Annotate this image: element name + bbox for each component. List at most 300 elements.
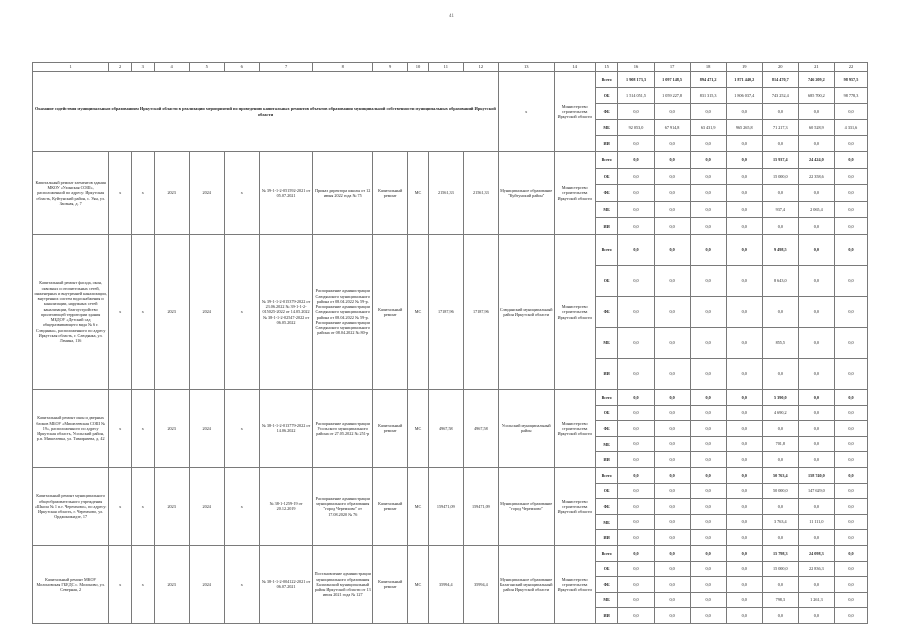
estimated-cost: 21561,33 (428, 152, 463, 235)
approval-order: Распоряжение администрации муниципального образования "город Черемхово" от 17.08.2020 № 76 (313, 467, 373, 545)
object-name: Капитальный ремонт фасада, окон, сквозных и отопительных сетей, инженерных и внутренней канализации, внутренних систем водоснабжения и канализации, наружных сетей канализации, благоустройство прилегающей территории здания МБДОУ «Детский сад общеразвивающего вида № 6 г. Слюдянка», расположенного по адресу Иркутская область, г. Слюдянка, ул. Ленина, 116 (33, 234, 109, 389)
finance-value: 0,0 (618, 136, 654, 152)
finance-value: 0,0 (690, 405, 726, 421)
finance-value: 0,0 (762, 421, 798, 437)
finance-value: 0,0 (726, 218, 762, 235)
finance-value: 0,0 (726, 608, 762, 624)
finance-value: 0,0 (654, 452, 690, 468)
finance-value: 0,0 (690, 104, 726, 120)
finance-value: 0,0 (618, 577, 654, 593)
estimated-cost: 4967,58 (428, 389, 463, 467)
approval-order: Распоряжение администрации Усольского муниципального района от 27.05.2022 № 251-р (313, 389, 373, 467)
object-col6: х (224, 545, 259, 623)
finance-value: 0,0 (690, 296, 726, 327)
finance-value: 0,0 (798, 452, 834, 468)
finance-value: 0,0 (618, 265, 654, 296)
finance-value: 0,0 (726, 436, 762, 452)
fund-source-label: ОБ (595, 265, 618, 296)
finance-value: 0,0 (798, 234, 834, 265)
estimated-cost: 35994,4 (428, 545, 463, 623)
object-col6: х (224, 152, 259, 235)
column-number: 13 (498, 63, 554, 72)
finance-value: 0,0 (690, 499, 726, 515)
fund-source-label: ФБ (595, 499, 618, 515)
table-body (33, 63, 868, 624)
finance-value: 0,0 (654, 608, 690, 624)
object-end-year: 2024 (189, 152, 224, 235)
finance-value: 0,0 (834, 436, 867, 452)
finance-value: 15 937,4 (762, 152, 798, 169)
object-col6: х (224, 467, 259, 545)
finance-value: 0,0 (690, 218, 726, 235)
finance-value: 0,0 (834, 405, 867, 421)
finance-value: 0,0 (726, 234, 762, 265)
ownership-code: МС (408, 234, 429, 389)
finance-value: 0,0 (654, 218, 690, 235)
column-number-row (33, 63, 868, 72)
finance-value: 0,0 (618, 530, 654, 546)
finance-value: 0,0 (654, 201, 690, 218)
municipality: Муниципальное образование Балаганский муниципальный район Иркутской области (498, 545, 554, 623)
finance-value: 0,0 (654, 530, 690, 546)
fund-source-label: МБ (595, 201, 618, 218)
finance-value: 0,0 (798, 218, 834, 235)
finance-value: 0,0 (798, 104, 834, 120)
finance-value: 0,0 (618, 389, 654, 405)
object-col2: х (109, 234, 132, 389)
fund-source-label: ОБ (595, 88, 618, 104)
object-executor: Министерство строительства Иркутской области (554, 234, 595, 389)
finance-value: 0,0 (798, 608, 834, 624)
finance-value: 0,0 (762, 499, 798, 515)
finance-value: 0,0 (690, 152, 726, 169)
finance-value: 0,0 (654, 577, 690, 593)
finance-value: 0,0 (834, 514, 867, 530)
fund-source-label: ФБ (595, 577, 618, 593)
finance-value: 0,0 (690, 592, 726, 608)
finance-value: 92 053,0 (618, 120, 654, 136)
approval-order: Постановление администрации муниципального образования Балаганский муниципальный район Иркутской области от 13 июля 2021 года № 127 (313, 545, 373, 623)
finance-value: 0,0 (690, 201, 726, 218)
finance-value: 855,5 (762, 327, 798, 358)
finance-value: 0,0 (834, 327, 867, 358)
finance-value: 0,0 (834, 218, 867, 235)
finance-value: 0,0 (690, 358, 726, 389)
object-col3: х (131, 152, 154, 235)
finance-value: 0,0 (654, 561, 690, 577)
finance-value: 0,0 (654, 405, 690, 421)
finance-value: 0,0 (654, 185, 690, 202)
finance-value: 1 097 148,5 (654, 72, 690, 88)
finance-value: 22 836,3 (798, 561, 834, 577)
finance-value: 0,0 (762, 530, 798, 546)
finance-value: 1 908 173,3 (618, 72, 654, 88)
finance-value: 0,0 (654, 389, 690, 405)
finance-value: 1 261,3 (798, 592, 834, 608)
finance-value: 0,0 (690, 467, 726, 483)
object-col3: х (131, 467, 154, 545)
finance-value: 0,0 (618, 421, 654, 437)
finance-value: 98 778,3 (834, 88, 867, 104)
finance-value: 1 514 051,5 (618, 88, 654, 104)
finance-value: 0,0 (726, 452, 762, 468)
finance-value: 0,0 (726, 358, 762, 389)
finance-value: 0,0 (798, 327, 834, 358)
finance-value: 937,4 (762, 201, 798, 218)
finance-value: 0,0 (690, 168, 726, 185)
expertise-document: № 38-1-1-2-004122-2021 от 06.07.2021 (259, 545, 313, 623)
finance-value: 0,0 (798, 530, 834, 546)
finance-value: 0,0 (618, 152, 654, 169)
finance-value: 0,0 (726, 545, 762, 561)
object-col2: х (109, 467, 132, 545)
finance-value: 0,0 (654, 467, 690, 483)
finance-value: 0,0 (618, 168, 654, 185)
work-type: Капитальный ремонт (373, 389, 408, 467)
finance-value: 15 798,3 (762, 545, 798, 561)
finance-value: 0,0 (834, 201, 867, 218)
finance-value: 0,0 (834, 561, 867, 577)
column-number: 6 (224, 63, 259, 72)
finance-value: 0,0 (726, 296, 762, 327)
fund-source-label: Всего (595, 152, 618, 169)
ownership-code: МС (408, 152, 429, 235)
finance-value: 0,0 (654, 514, 690, 530)
finance-value: 0,0 (690, 436, 726, 452)
finance-value: 0,0 (834, 421, 867, 437)
finance-value: 0,0 (798, 185, 834, 202)
object-name: Капитальный ремонт элементов здания МКОУ «Ухинская СОШ», расположенной по адресу: Иркутская область, Куйтунский район, с. Уян, ул. Заозная, д. 7 (33, 152, 109, 235)
municipality: Муниципальное образование "Куйтунский район" (498, 152, 554, 235)
object-col2: х (109, 545, 132, 623)
finance-value: 0,0 (690, 452, 726, 468)
finance-value: 0,0 (654, 545, 690, 561)
finance-value: 0,0 (834, 136, 867, 152)
finance-value: 798,3 (762, 592, 798, 608)
finance-value: 0,0 (618, 514, 654, 530)
column-number: 5 (189, 63, 224, 72)
finance-value: 147 629,0 (798, 483, 834, 499)
finance-value: 0,0 (654, 104, 690, 120)
fund-source-label: ФБ (595, 185, 618, 202)
finance-value: 0,0 (690, 577, 726, 593)
finance-value: 1 871 440,2 (726, 72, 762, 88)
work-type: Капитальный ремонт (373, 545, 408, 623)
finance-value: 0,0 (834, 389, 867, 405)
column-number: 19 (726, 63, 762, 72)
finance-value: 0,0 (834, 467, 867, 483)
finance-value: 0,0 (618, 327, 654, 358)
remaining-cost: 159471,09 (463, 467, 498, 545)
finance-value: 98 957,5 (834, 72, 867, 88)
object-col3: х (131, 389, 154, 467)
remaining-cost: 35994,4 (463, 545, 498, 623)
object-executor: Министерство строительства Иркутской области (554, 545, 595, 623)
object-col2: х (109, 389, 132, 467)
finance-value: 0,0 (834, 185, 867, 202)
finance-value: 0,0 (654, 499, 690, 515)
object-end-year: 2024 (189, 467, 224, 545)
finance-value: 0,0 (726, 201, 762, 218)
municipality: Муниципальное образование "город Черемхово" (498, 467, 554, 545)
object-end-year: 2024 (189, 389, 224, 467)
fund-source-label: МБ (595, 514, 618, 530)
finance-value: 0,0 (762, 185, 798, 202)
expertise-document: № 39-1-1-2-015379-2022 от 23.06.2022 № 39-1-1-2-015025-2022 от 14.05.2022 № 38-1-1-2-02547-2022 от 06.05.2022 (259, 234, 313, 389)
column-number: 21 (798, 63, 834, 72)
fund-source-label: ФБ (595, 421, 618, 437)
finance-value: 0,0 (654, 265, 690, 296)
column-number: 1 (33, 63, 109, 72)
remaining-cost: 21561,33 (463, 152, 498, 235)
finance-value: 0,0 (690, 185, 726, 202)
finance-value: 0,0 (690, 265, 726, 296)
finance-value: 0,0 (690, 136, 726, 152)
finance-value: 0,0 (834, 592, 867, 608)
finance-value: 0,0 (654, 168, 690, 185)
finance-row (33, 467, 868, 483)
page-number: 41 (449, 14, 454, 19)
finance-value: 0,0 (690, 327, 726, 358)
finance-value: 0,0 (726, 499, 762, 515)
object-name: Капитальный ремонт муниципального общеобразовательного учреждения «Школа № 1 п.г. Черемхово», по адресу: Иркутская область, г. Черемхово, ул. Орджоникидзе, 17 (33, 467, 109, 545)
estimated-cost: 159471,09 (428, 467, 463, 545)
finance-value: 0,0 (690, 561, 726, 577)
finance-value: 0,0 (726, 136, 762, 152)
fund-source-label: ОБ (595, 405, 618, 421)
finance-value: 0,0 (618, 185, 654, 202)
finance-value: 50 000,0 (762, 483, 798, 499)
fund-source-label: ФБ (595, 296, 618, 327)
finance-value: 15 000,0 (762, 561, 798, 577)
finance-value: 0,0 (618, 201, 654, 218)
estimated-cost: 17187,96 (428, 234, 463, 389)
ownership-code: МС (408, 467, 429, 545)
column-number: 9 (373, 63, 408, 72)
fund-source-label: МБ (595, 120, 618, 136)
object-name: Капитальный ремонт окон и дверных блоков МБОУ «Мишелевская СОШ № 19», расположенного по адресу Иркутская область, Усольский район, р.п. Мишелевка, ул. Тимирязева, д. 42 (33, 389, 109, 467)
finance-value: 0,0 (726, 561, 762, 577)
work-type: Капитальный ремонт (373, 152, 408, 235)
finance-value: 11 111,0 (798, 514, 834, 530)
object-col6: х (224, 234, 259, 389)
finance-value: 0,0 (798, 436, 834, 452)
finance-value: 0,0 (762, 358, 798, 389)
remaining-cost: 17187,96 (463, 234, 498, 389)
finance-value: 0,0 (618, 608, 654, 624)
fund-source-label: Всего (595, 234, 618, 265)
finance-value: 0,0 (618, 218, 654, 235)
finance-value: 0,0 (654, 483, 690, 499)
finance-value: 0,0 (654, 358, 690, 389)
approval-order: Распоряжение администрации Слюдянского муниципального района от 08.04.2022 № 59-р. Распоряжение администрации Слюдянского муниципального района от 08.04.2022 № 59-р. Распоряжение администрации Слюдянского муниципального района от 08.04.2022 № 80-р (313, 234, 373, 389)
finance-value: 0,0 (762, 608, 798, 624)
fund-source-label: ОБ (595, 168, 618, 185)
object-col2: х (109, 152, 132, 235)
fund-source-label: ИИ (595, 218, 618, 235)
finance-value: 0,0 (618, 358, 654, 389)
finance-value: 0,0 (726, 152, 762, 169)
finance-value: 0,0 (690, 234, 726, 265)
finance-value: 0,0 (798, 499, 834, 515)
finance-value: 8 643,0 (762, 265, 798, 296)
fund-source-label: ФБ (595, 104, 618, 120)
finance-value: 0,0 (762, 452, 798, 468)
finance-value: 0,0 (690, 545, 726, 561)
finance-value: 0,0 (654, 296, 690, 327)
finance-value: 0,0 (798, 358, 834, 389)
finance-value: 0,0 (726, 530, 762, 546)
capital-repair-table (32, 62, 868, 624)
finance-value: 63 431,9 (690, 120, 726, 136)
finance-row (33, 545, 868, 561)
object-executor: Министерство строительства Иркутской области (554, 152, 595, 235)
finance-value: 0,0 (834, 234, 867, 265)
finance-value: 0,0 (618, 467, 654, 483)
finance-row (33, 72, 868, 88)
finance-value: 24 098,3 (798, 545, 834, 561)
finance-value: 0,0 (690, 483, 726, 499)
finance-value: 3 763,4 (762, 514, 798, 530)
column-number: 11 (428, 63, 463, 72)
finance-value: 0,0 (834, 265, 867, 296)
column-number: 8 (313, 63, 373, 72)
finance-value: 0,0 (726, 421, 762, 437)
finance-value: 0,0 (834, 452, 867, 468)
finance-value: 9 498,5 (762, 234, 798, 265)
fund-source-label: МБ (595, 436, 618, 452)
finance-value: 0,0 (654, 136, 690, 152)
work-type: Капитальный ремонт (373, 467, 408, 545)
finance-value: 4 690,2 (762, 405, 798, 421)
fund-source-label: ИИ (595, 452, 618, 468)
finance-value: 0,0 (618, 234, 654, 265)
object-start-year: 2023 (154, 467, 189, 545)
finance-value: 0,0 (798, 136, 834, 152)
finance-value: 0,0 (690, 389, 726, 405)
finance-value: 0,0 (726, 185, 762, 202)
finance-value: 0,0 (618, 436, 654, 452)
finance-value: 0,0 (834, 152, 867, 169)
finance-value: 60 528,9 (798, 120, 834, 136)
fund-source-label: МБ (595, 592, 618, 608)
finance-value: 0,0 (762, 218, 798, 235)
object-start-year: 2023 (154, 389, 189, 467)
finance-value: 0,0 (798, 265, 834, 296)
object-start-year: 2023 (154, 234, 189, 389)
column-number: 12 (463, 63, 498, 72)
finance-value: 22 358,6 (798, 168, 834, 185)
finance-value: 67 914,8 (654, 120, 690, 136)
finance-row (33, 389, 868, 405)
finance-value: 0,0 (618, 545, 654, 561)
object-executor: Министерство строительства Иркутской области (554, 467, 595, 545)
municipality: Слюдянский муниципальный район Иркутской области (498, 234, 554, 389)
finance-value: 0,0 (798, 405, 834, 421)
municipality: Усольский муниципальный район (498, 389, 554, 467)
finance-value: 0,0 (726, 389, 762, 405)
finance-value: 0,0 (762, 577, 798, 593)
fund-source-label: Всего (595, 545, 618, 561)
finance-value: 0,0 (834, 358, 867, 389)
expertise-document: № 38-1-1-2-013779-2022 от 14.06.2022 (259, 389, 313, 467)
finance-value: 0,0 (798, 577, 834, 593)
fund-source-label: ИИ (595, 530, 618, 546)
finance-value: 0,0 (618, 452, 654, 468)
object-start-year: 2023 (154, 152, 189, 235)
fund-source-label: ОБ (595, 483, 618, 499)
remaining-cost: 4967,58 (463, 389, 498, 467)
finance-value: 0,0 (690, 514, 726, 530)
finance-value: 2 065,4 (798, 201, 834, 218)
finance-value: 0,0 (798, 389, 834, 405)
column-number: 18 (690, 63, 726, 72)
finance-value: 15 000,0 (762, 168, 798, 185)
finance-value: 0,0 (690, 608, 726, 624)
finance-value: 0,0 (834, 608, 867, 624)
finance-value: 0,0 (726, 104, 762, 120)
finance-value: 0,0 (618, 405, 654, 421)
finance-value: 0,0 (726, 405, 762, 421)
finance-value: 0,0 (726, 577, 762, 593)
finance-value: 24 424,0 (798, 152, 834, 169)
column-number: 17 (654, 63, 690, 72)
finance-value: 0,0 (654, 436, 690, 452)
object-end-year: 2024 (189, 545, 224, 623)
object-col3: х (131, 234, 154, 389)
object-start-year: 2023 (154, 545, 189, 623)
finance-value: 4 331,6 (834, 120, 867, 136)
fund-source-label: Всего (595, 467, 618, 483)
ownership-code: МС (408, 389, 429, 467)
finance-value: 0,0 (834, 499, 867, 515)
finance-value: 685 700,2 (798, 88, 834, 104)
finance-value: 0,0 (834, 296, 867, 327)
finance-row (33, 234, 868, 265)
finance-value: 0,0 (834, 104, 867, 120)
finance-row (33, 152, 868, 169)
finance-value: 0,0 (762, 104, 798, 120)
fund-source-label: ИИ (595, 608, 618, 624)
finance-value: 0,0 (834, 530, 867, 546)
finance-value: 0,0 (726, 514, 762, 530)
finance-value: 5 390,0 (762, 389, 798, 405)
object-col6: х (224, 389, 259, 467)
fund-source-label: Всего (595, 389, 618, 405)
finance-value: 0,0 (726, 168, 762, 185)
finance-value: 158 740,0 (798, 467, 834, 483)
finance-value: 71 217,3 (762, 120, 798, 136)
column-number: 10 (408, 63, 429, 72)
finance-value: 0,0 (762, 296, 798, 327)
finance-value: 701,8 (762, 436, 798, 452)
finance-value: 814 470,7 (762, 72, 798, 88)
column-number: 2 (109, 63, 132, 72)
expertise-document: № 38-1-1259-19 от 20.12.2019 (259, 467, 313, 545)
finance-value: 0,0 (654, 592, 690, 608)
column-number: 15 (595, 63, 618, 72)
finance-value: 0,0 (726, 467, 762, 483)
finance-value: 0,0 (690, 530, 726, 546)
fund-source-label: ИИ (595, 136, 618, 152)
finance-value: 0,0 (834, 483, 867, 499)
finance-value: 746 209,2 (798, 72, 834, 88)
column-number: 7 (259, 63, 313, 72)
finance-value: 0,0 (618, 296, 654, 327)
finance-value: 0,0 (726, 483, 762, 499)
finance-value: 0,0 (618, 483, 654, 499)
summary-executor: Министерство строительства Иркутской области (554, 72, 595, 152)
